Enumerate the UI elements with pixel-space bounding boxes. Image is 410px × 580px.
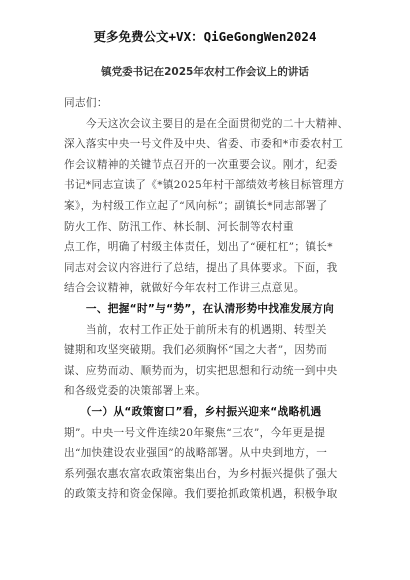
paragraph-line: 的政策支持和资金保障。我们要抢抓政策机遇，积极争取 xyxy=(64,488,338,501)
paragraph-line: 同志对会议内容进行了总结，提出了具体要求。下面，我 xyxy=(64,261,338,274)
section-heading-line: （一）从“政策窗口”看，乡村振兴迎来“战略机遇 xyxy=(64,405,322,418)
paragraph-line: 案》，为村级工作立起了“风向标”；副镇长*同志部署了 xyxy=(64,199,328,212)
paragraph-line: 系列强农惠农富农政策密集出台，为乡村振兴提供了强大 xyxy=(64,467,338,480)
paragraph-line: 今天这次会议主要目的是在全面贯彻党的二十大精神、 xyxy=(64,117,349,130)
promo-banner: 更多免费公文+VX：QiGeGongWen2024 xyxy=(93,29,317,44)
paragraph-line: 同志们： xyxy=(64,97,108,109)
paragraph-line: 谋、应势而动、顺势而为，切实把思想和行动统一到中央 xyxy=(64,364,338,377)
section-heading-line: 一、把握“时”与“势”，在认清形势中找准发展方向 xyxy=(64,302,335,315)
speech-body xyxy=(64,93,354,505)
paragraph-line: 点工作，明确了村级主体责任，划出了“硬杠杠”；镇长* xyxy=(64,241,333,254)
paragraph-line: 书记*同志宣读了《*镇2025年村干部绩效考核目标管理方 xyxy=(64,179,345,192)
paragraph-line: 和各级党委的决策部署上来。 xyxy=(64,385,207,398)
paragraph-line: 出“加快建设农业强国”的战略部署。从中央到地方，一 xyxy=(64,447,328,460)
paragraph-line: 期”。中央一号文件连续20年聚焦“三农”，今年更是提 xyxy=(64,426,326,439)
paragraph-line: 防火工作、防汛工作、林长制、河长制等农村重 xyxy=(64,220,294,233)
paragraph-line: 深入落实中央一号文件及中央、省委、市委和*市委农村工 xyxy=(64,138,344,151)
paragraph-line: 当前，农村工作正处于前所未有的机遇期、转型关 xyxy=(64,323,327,336)
speech-title: 镇党委书记在2025年农村工作会议上的讲话 xyxy=(101,66,309,78)
paragraph-line: 键期和攻坚突破期。我们必须胸怀“国之大者”，因势而 xyxy=(64,344,328,357)
paragraph-line: 结合会议精神，就做好今年农村工作讲三点意见。 xyxy=(64,282,305,295)
paragraph-line: 作会议精神的关键节点召开的一次重要会议。刚才，纪委 xyxy=(64,158,338,171)
